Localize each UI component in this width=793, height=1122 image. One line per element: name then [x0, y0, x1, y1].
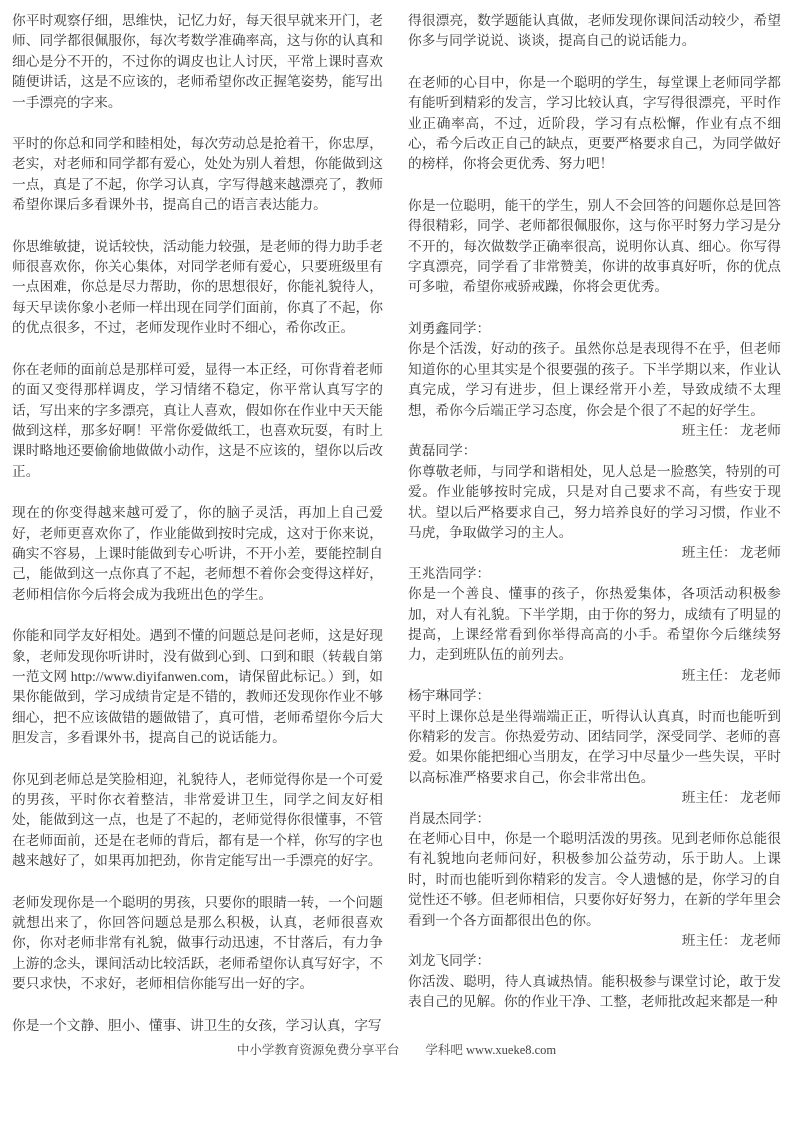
- comment-paragraph: 得很漂亮，数学题能认真做，老师发现你课间活动较少，希望你多与同学说说、谈谈，提高自己的说话能力。: [408, 13, 781, 49]
- student-name-heading: 黄磊同学：: [408, 443, 477, 459]
- comment-paragraph: 你思维敏捷，说话较快，活动能力较强，是老师的得力助手老师很喜欢你，你关心集体，对同学老师有爱心，只要班级里有一点困难，你总是尽力帮助，你的思想很好，你能礼貌待人，每天早读你象小老师一样出现在同学们面前，你真了不起，你的优点很多，不过，老师发现作业时不细心，希你改正。: [12, 238, 383, 336]
- student-name-heading: 刘勇鑫同学：: [408, 320, 491, 336]
- left-column: [12, 11, 383, 1036]
- teacher-signoff: 班主任： 龙老师: [681, 790, 781, 806]
- comment-paragraph: 你尊敬老师，与同学和谐相处，见人总是一脸憨笑，特别的可爱。作业能够按时完成，只是对自己要求不高，有些安于现状。望以后严格要求自己，努力培养良好的学习习惯，作业不马虎，争取做学习的主人。: [408, 463, 781, 540]
- comment-paragraph: 你是一个文静、胆小、懂事、讲卫生的女孩，学习认真，字写: [12, 1017, 382, 1033]
- footer-platform-text: 中小学教育资源免费分享平台: [236, 1043, 400, 1057]
- two-column-layout: [12, 11, 781, 1036]
- student-name-heading: 刘龙飞同学：: [408, 953, 491, 969]
- footer-site-text: 学科吧 www.xueke8.com: [425, 1043, 557, 1057]
- teacher-signoff: 班主任： 龙老师: [681, 422, 781, 438]
- teacher-signoff: 班主任： 龙老师: [681, 545, 781, 561]
- student-name-heading: 杨宇琳同学：: [408, 688, 491, 704]
- comment-paragraph: 你平时观察仔细，思维快，记忆力好，每天很早就来开门，老师、同学都很佩服你，每次考数学准确率高，这与你的认真和细心是分不开的，不过你的调皮也让人讨厌，平常上课时喜欢随便讲话，这是不应该的，老师希望你改正握笔姿势，能写出一手漂亮的字来。: [12, 13, 383, 110]
- comment-paragraph: 你能和同学友好相处。遇到不懂的问题总是问老师，这是好现象，老师发现你听讲时，没有做到心到、口到和眼（转载自第一范文网 http://www.diyifanwen.com，请保留此标记。）到，如果你能做到，学习成绩肯定是不错的，教师还发现你作业不够细心，把不应该做错的题做错了，真可惜，老师希望你今后大胆发言，多看课外书，提高自己的说话能力。: [12, 628, 383, 746]
- comment-paragraph: 你活泼、聪明，待人真诚热情。能积极参与课堂讨论，敢于发表自己的见解。你的作业干净、工整，老师批改起来都是一种: [408, 973, 781, 1010]
- comment-paragraph: 平时的你总和同学和睦相处，每次劳动总是抢着干，你忠厚，老实，对老师和同学都有爱心，处处为别人着想，你能做到这一点，真是了不起，你学习认真，字写得越来越漂亮了，教师希望你课后多看课外书，提高自己的语言表达能力。: [12, 136, 383, 213]
- comment-paragraph: 你在老师的面前总是那样可爱，显得一本正经，可你背着老师的面又变得那样调皮，学习情绪不稳定，你平常认真写字的话，写出来的字多漂亮，真让人喜欢，假如你在作业中天天能做到这样，那多好啊！平常你爱做纸工，也喜欢玩耍，有时上课时略地还要偷偷地做做小动作，这是不应该的，望你以后改正。: [12, 361, 383, 479]
- comment-paragraph: 平时上课你总是坐得端端正正，听得认认真真，时而也能听到你精彩的发言。你热爱劳动、团结同学，深受同学、老师的喜爱。如果你能把细心当朋友，在学习中尽量少一些失误，平时以高标准严格要求自己，你会非常出色。: [408, 708, 781, 785]
- comment-paragraph: 在老师心目中，你是一个聪明活泼的男孩。见到老师你总能很有礼貌地向老师问好，积极参加公益劳动，乐于助人。上课时，时而也能听到你精彩的发言。令人遗憾的是，你学习的自觉性还不够。但老师相信，只要你好好努力，在新的学年里会看到一个各方面都很出色的你。: [408, 831, 781, 928]
- right-column: [408, 11, 781, 1036]
- comment-paragraph: 现在的你变得越来越可爱了，你的脑子灵活，再加上自己爱好，老师更喜欢你了，作业能做到按时完成，这对于你来说，确实不容易，上课时能做到专心听讲，不开小差，要能控制自己，能做到这一点你真了不起，老师想不着你会变得这样好，老师相信你今后将会成为我班出色的学生。: [12, 505, 383, 602]
- comment-paragraph: 你是一个善良、懂事的孩子，你热爱集体，各项活动积极参加，对人有礼貌。下半学期，由于你的努力，成绩有了明显的提高，上课经常看到你举得高高的小手。希望你今后继续努力，走到班队伍的前列去。: [408, 586, 781, 663]
- student-name-heading: 肖晟杰同学：: [408, 810, 491, 826]
- comment-paragraph: 你是个活泼，好动的孩子。虽然你总是表现得不在乎，但老师知道你的心里其实是个很要强的孩子。下半学期以来，作业认真完成，学习有进步，但上课经常开小差，导致成绩不太理想，希你今后端正学习态度，你会是个很了不起的好学生。: [408, 341, 781, 418]
- page-footer: [0, 1041, 793, 1059]
- student-name-heading: 王兆浩同学：: [408, 565, 491, 581]
- teacher-signoff: 班主任： 龙老师: [681, 667, 781, 683]
- comment-paragraph: 在老师的心目中，你是一个聪明的学生，每堂课上老师同学都有能听到精彩的发言，学习比较认真，字写得很漂亮，平时作业正确率高，不过，近阶段，学习有点松懈，作业有点不细心，希今后改正自己的缺点，更要严格要求自己，为同学做好的榜样，你将会更优秀、努力吧！: [408, 74, 781, 172]
- comment-paragraph: 老师发现你是一个聪明的男孩，只要你的眼睛一转，一个问题就想出来了，你回答问题总是那么积极，认真，老师很喜欢你，你对老师非常有礼貌，做事行动迅速，不甘落后，有力争上游的念头，课间活动比较活跃，老师希望你认真写好字，不要只求快，不求好，老师相信你能写出一好的字。: [12, 894, 383, 992]
- comment-paragraph: 你见到老师总是笑脸相迎，礼貌待人，老师觉得你是一个可爱的男孩，平时你衣着整洁，非常爱讲卫生，同学之间友好相处，能做到这一点，也是了不起的，老师觉得你很懂事，不管在老师面前，还是在老师的背后，都有是一个样，你写的字也越来越好了，如果再加把劲，你肯定能写出一手漂亮的好字。: [12, 771, 383, 869]
- comment-paragraph: 你是一位聪明，能干的学生，别人不会回答的问题你总是回答得很精彩，同学、老师都很佩服你，这与你平时努力学习是分不开的，每次做数学正确率很高，说明你认真、细心。你写得字真漂亮，同学看了非常赞美，你讲的故事真好听，你的优点可多啦，希望你戒骄戒躁，你将会更优秀。: [408, 197, 781, 295]
- teacher-signoff: 班主任： 龙老师: [681, 933, 781, 949]
